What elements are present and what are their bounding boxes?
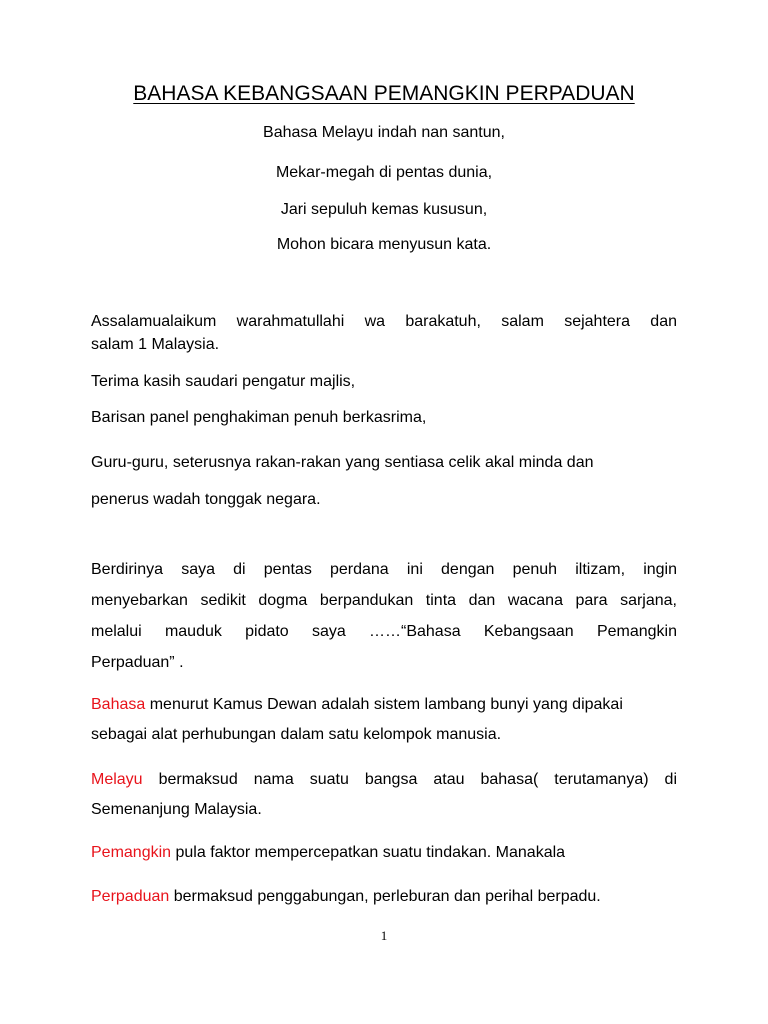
definition-perpaduan <box>91 888 677 906</box>
greeting-line-1: Assalamualaikum warahmatullahi wa barakatuh, salam sejahtera dan <box>91 313 677 330</box>
poem-line-2: Mekar-megah di pentas dunia, <box>275 164 493 181</box>
definition-bahasa-line-2: sebagai alat perhubungan dalam satu kelompok manusia. <box>91 726 502 743</box>
definition-pemangkin-text: pula faktor mempercepatkan suatu tindakan. Manakala <box>171 844 566 861</box>
poem-line-4: Mohon bicara menyusun kata. <box>276 236 492 253</box>
intro-line-1: Berdirinya saya di pentas perdana ini dengan penuh iltizam, ingin <box>91 561 677 578</box>
greeting-line-2: salam 1 Malaysia. <box>91 336 220 353</box>
intro-line-4: Perpaduan” . <box>91 654 184 671</box>
definition-melayu-line-2: Semenanjung Malaysia. <box>91 801 262 818</box>
definition-perpaduan-text: bermaksud penggabungan, perleburan dan perihal berpadu. <box>169 888 601 905</box>
intro-line-2: menyebarkan sedikit dogma berpandukan tinta dan wacana para sarjana, <box>91 592 677 609</box>
definition-bahasa <box>91 690 677 750</box>
teachers-line-1: Guru-guru, seterusnya rakan-rakan yang sentiasa celik akal minda dan <box>91 454 594 471</box>
definition-pemangkin <box>91 844 677 862</box>
definition-melayu-text: bermaksud nama suatu bangsa atau bahasa( terutamanya) di <box>142 771 677 788</box>
intro-paragraph <box>91 554 677 678</box>
page-number: 1 <box>380 928 388 943</box>
document-title: BAHASA KEBANGSAAN PEMANGKIN PERPADUAN <box>133 82 635 105</box>
definition-bahasa-line-1 <box>91 690 677 720</box>
teachers-line-2: penerus wadah tonggak negara. <box>91 491 321 508</box>
poem-line-1: Bahasa Melayu indah nan santun, <box>263 124 505 141</box>
greeting-paragraph <box>91 310 677 356</box>
definition-melayu <box>91 765 677 825</box>
definition-bahasa-text: menurut Kamus Dewan adalah sistem lambang bunyi yang dipakai <box>145 696 623 713</box>
term-perpaduan: Perpaduan <box>91 888 170 905</box>
term-bahasa: Bahasa <box>91 696 146 713</box>
term-pemangkin: Pemangkin <box>91 844 172 861</box>
definition-melayu-line-1 <box>91 765 677 795</box>
thanks-line: Terima kasih saudari pengatur majlis, <box>91 373 356 390</box>
intro-line-3: melalui mauduk pidato saya ……“Bahasa Kebangsaan Pemangkin <box>91 623 677 640</box>
poem-line-3: Jari sepuluh kemas kususun, <box>280 201 488 218</box>
term-melayu: Melayu <box>91 771 143 788</box>
panel-line: Barisan panel penghakiman penuh berkasrima, <box>91 409 427 426</box>
teachers-paragraph <box>91 444 677 518</box>
